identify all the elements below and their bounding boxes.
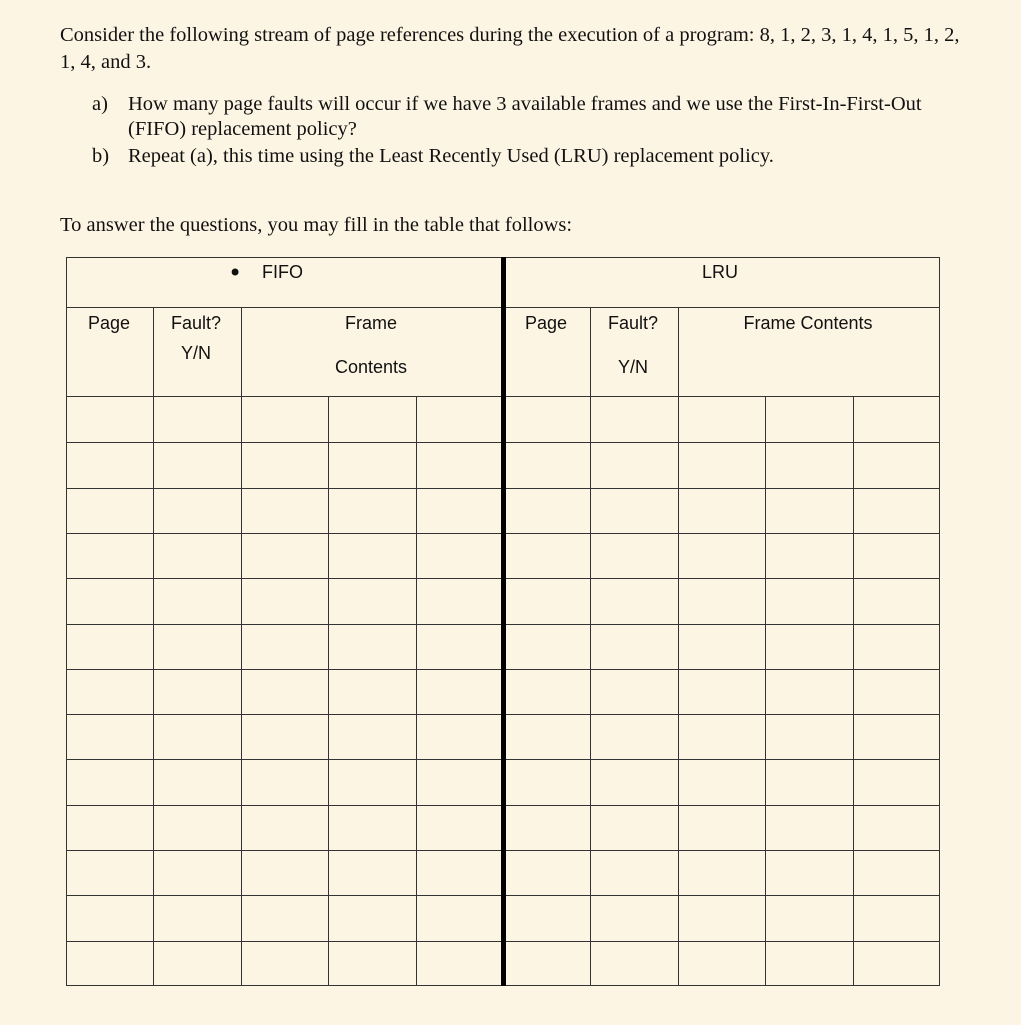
column-divider [853, 397, 854, 986]
fifo-contents-header: Contents [334, 357, 408, 377]
table-border-right [939, 257, 940, 986]
problem-intro: Consider the following stream of page references during the execution of a program: 8, 1, 2, 3, 1, 4, 1, 5, 1, 2, 1, 4, and 3. [60, 24, 960, 73]
column-divider [416, 397, 417, 986]
question-a [92, 92, 962, 142]
column-divider [678, 307, 679, 986]
question-text: Repeat (a), this time using the Least Recently Used (LRU) replacement policy. [128, 145, 774, 167]
lru-frame-contents-header: Frame Contents [743, 313, 873, 333]
fifo-title: FIFO [262, 262, 303, 282]
replacement-table [66, 257, 940, 986]
column-divider [765, 397, 766, 986]
question-label: a) [92, 93, 108, 115]
lru-title: LRU [702, 262, 739, 282]
fifo-frame-header: Frame [344, 313, 397, 333]
lru-page-header: Page [524, 313, 568, 333]
lru-fault-header: Fault? [607, 313, 659, 333]
bullet-icon: • [228, 259, 243, 287]
table-instruction: To answer the questions, you may fill in the table that follows: [60, 214, 573, 236]
fifo-page-header: Page [87, 313, 131, 333]
table-border-left [66, 257, 67, 986]
column-divider [241, 307, 242, 986]
lru-fault-yn: Y/N [617, 357, 648, 377]
fifo-fault-yn: Y/N [180, 343, 211, 363]
question-list [92, 92, 962, 171]
column-divider [153, 307, 154, 986]
column-divider [590, 307, 591, 986]
question-b [92, 144, 962, 169]
fifo-fault-header: Fault? [170, 313, 222, 333]
column-divider [328, 397, 329, 986]
question-text: How many page faults will occur if we have 3 available frames and we use the First-In-First-Out (FIFO) replacement policy? [128, 93, 922, 140]
fifo-lru-separator [501, 257, 506, 986]
question-label: b) [92, 145, 110, 167]
